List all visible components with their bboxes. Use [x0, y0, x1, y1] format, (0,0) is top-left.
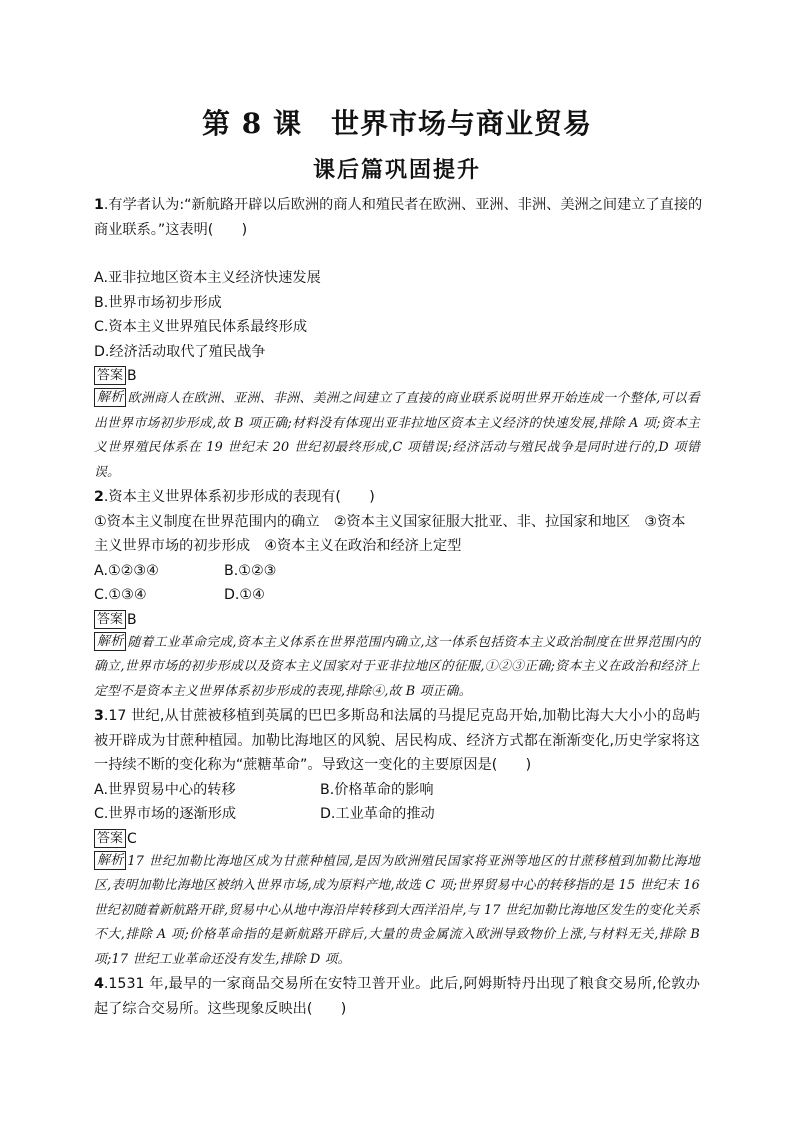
question-stem: .资本主义世界体系初步形成的表现有( ) [103, 489, 375, 505]
option-d: D.工业革命的推动 [320, 806, 435, 822]
option-a: A.亚非拉地区资本主义经济快速发展 [94, 270, 321, 286]
analysis-text: 17 世纪加勒比海地区成为甘蔗种植园,是因为欧洲殖民国家将亚洲等地区的甘蔗移植到加勒比海地区,表明加勒比海地区被纳入世界市场,成为原料产地,故选 C 项;世界贸易中心的转移指的是 15 世纪末 16 世纪初随着新航路开辟,贸易中心从地中海沿岸转移到大西洋沿岸,与 17 世纪加勒比海地区发生的变化关系不大,排除 A 项;价格革命指的是新航路开辟后,大量的贵金属流入欧洲导致物价上涨,与材料无关,排除 B 项;17 世纪工业革命还没有发生,排除 D 项。 [94, 853, 700, 967]
option-d: D.①④ [224, 587, 265, 603]
answer-tag: 答案 [94, 829, 126, 848]
answer-tag: 答案 [94, 610, 126, 629]
question-stem: .有学者认为:“新航路开辟以后欧洲的商人和殖民者在欧洲、亚洲、非洲、美洲之间建立了直接的 [103, 197, 703, 213]
section-subtitle: 课后篇巩固提升 [312, 157, 481, 183]
analysis-tag: 解析 [94, 388, 126, 407]
options-grid [94, 559, 700, 608]
answer-value: C [127, 830, 137, 847]
option-a: A.世界贸易中心的转移 [94, 781, 236, 798]
question-number: 3 [94, 708, 104, 724]
answer-value: B [127, 611, 137, 628]
analysis-tag: 解析 [94, 632, 126, 651]
question-statements: ①资本主义制度在世界范围内的确立 ②资本主义国家征服大批亚、非、拉国家和地区 ③资本 [94, 513, 686, 530]
option-c: C.世界市场的逐渐形成 [94, 806, 237, 822]
analysis-text: 欧洲商人在欧洲、亚洲、非洲、美洲之间建立了直接的商业联系说明世界开始连成一个整体,可以看出世界市场初步形成,故 B 项正确;材料没有体现出亚非拉地区资本主义经济的快速发展,排除 A 项;资本主义世界殖民体系在 19 世纪末 20 世纪初最终形成,C 项错误;经济活动与殖民战争是同时进行的,D 项错误。 [94, 391, 700, 480]
lesson-title: 第 8 课 世界市场与商业贸易 [202, 107, 592, 140]
question-1 [94, 193, 703, 485]
option-b: B.世界市场初步形成 [94, 294, 222, 311]
question-4 [94, 972, 700, 1021]
question-2 [94, 485, 700, 704]
options-grid [94, 778, 700, 827]
option-b: B.价格革命的影响 [320, 781, 434, 798]
question-number: 2 [94, 489, 104, 505]
answer-tag: 答案 [94, 366, 126, 385]
option-b: B.①②③ [224, 562, 277, 579]
question-statements: 主义世界市场的初步形成 ④资本主义在政治和经济上定型 [94, 538, 462, 554]
question-stem: .1531 年,最早的一家商品交易所在安特卫普开业。此后,阿姆斯特丹出现了粮食交易所,伦敦办起了综合交易所。这些现象反映出( ) [94, 976, 700, 1017]
analysis-tag: 解析 [94, 851, 126, 870]
questions [94, 193, 703, 1021]
question-3 [94, 704, 700, 972]
question-number: 1 [94, 197, 104, 213]
option-d: D.经济活动取代了殖民战争 [94, 343, 266, 360]
analysis-text: 随着工业革命完成,资本主义体系在世界范围内确立,这一体系包括资本主义政治制度在世界范围内的确立,世界市场的初步形成以及资本主义国家对于亚非拉地区的征服,①②③正确;资本主义在政治和经济上定型不是资本主义世界体系初步形成的表现,排除④,故 B 项正确。 [94, 634, 700, 699]
option-c: C.资本主义世界殖民体系最终形成 [94, 319, 308, 335]
option-c: C.①③④ [94, 587, 147, 603]
question-stem: 商业联系。”这表明( ) [94, 221, 248, 238]
question-stem: .17 世纪,从甘蔗被移植到英属的巴巴多斯岛和法属的马提尼克岛开始,加勒比海大大小小的岛屿被开辟成为甘蔗种植园。加勒比海地区的风貌、居民构成、经济方式都在渐渐变化,历史学家将这一持续不断的变化称为“蔗糖革命”。导致这一变化的主要原因是( ) [94, 708, 700, 773]
answer-value: B [127, 368, 137, 384]
option-a: A.①②③④ [94, 562, 159, 579]
question-number: 4 [94, 976, 104, 992]
